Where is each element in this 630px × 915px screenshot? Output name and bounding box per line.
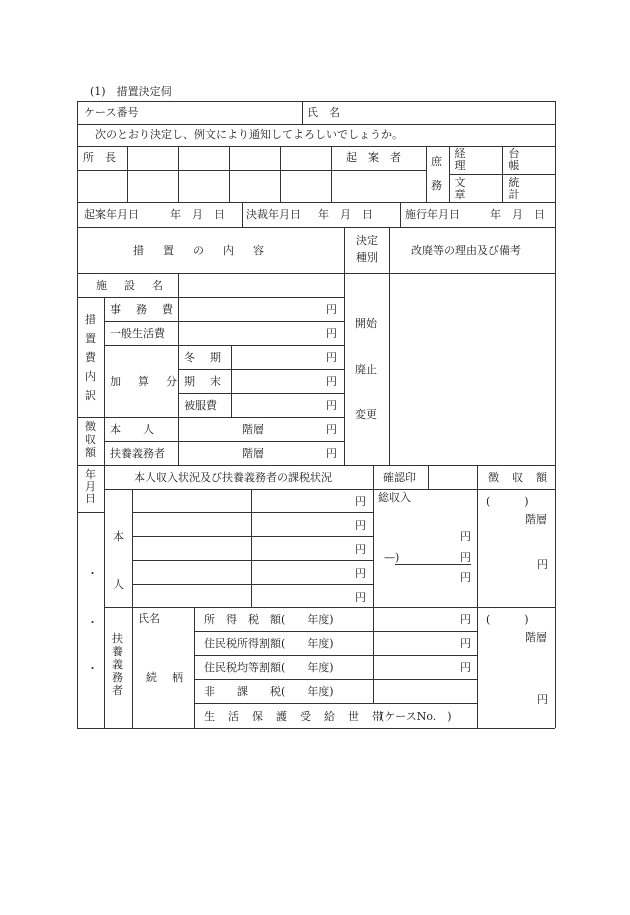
income-tax-label: 所 得 税 額( 年度) — [204, 613, 334, 626]
collection-self-yen-2: 円 — [537, 558, 548, 571]
decision-type-header: 決定種別 — [356, 234, 378, 264]
collection-self-yen: 円 — [326, 423, 337, 436]
non-taxable-label: 非 課 税( 年度) — [204, 685, 334, 698]
resident-income-tax-yen: 円 — [460, 637, 471, 650]
decision-date-value: 年 月 日 — [318, 208, 373, 221]
clothing-yen: 円 — [326, 399, 337, 412]
gross-income-label: 総収入 — [378, 491, 411, 504]
living-expenses-yen: 円 — [326, 327, 337, 340]
guardian-relation-label: 続 柄 — [146, 671, 185, 684]
self-row4-yen: 円 — [355, 567, 366, 580]
addition-label: 加 算 分 — [110, 375, 180, 388]
drafter-label: 起 案 者 — [346, 151, 401, 164]
intro-text: 次のとおり決定し、例文により通知してよろしいでしょうか。 — [95, 128, 403, 141]
date-dot-1: ・ — [87, 567, 98, 580]
collection-guardian-class-2: 階層 — [525, 631, 547, 644]
statistics-label: 統計 — [508, 176, 520, 201]
documents-label: 文章 — [454, 176, 466, 201]
year-end-yen: 円 — [326, 375, 337, 388]
welfare-household-label: 生 活 保 護 受 給 世 帯 — [204, 710, 384, 723]
enforcement-date-label: 施行年月日 — [405, 208, 460, 221]
resident-equal-tax-yen: 円 — [460, 661, 471, 674]
draft-date-value: 年 月 日 — [170, 208, 225, 221]
collection-self-label: 本 人 — [110, 423, 154, 436]
collection-guardian-yen-2: 円 — [537, 693, 548, 706]
collection-header: 徴 収 額 — [488, 471, 548, 484]
office-expenses-yen: 円 — [326, 303, 337, 316]
form-title: (1) 措置決定伺 — [90, 85, 172, 98]
collection-self-class-2: 階層 — [525, 513, 547, 526]
ledger-label: 台帳 — [508, 147, 520, 172]
collection-guardian-label: 扶養義務者 — [110, 447, 165, 460]
winter-yen: 円 — [326, 351, 337, 364]
general-affairs-label-2: 務 — [431, 179, 442, 192]
case-number-label: ケース番号 — [84, 106, 139, 119]
guardian-name-label: 氏名 — [138, 612, 160, 625]
winter-label: 冬 期 — [184, 351, 223, 364]
measure-content-header: 措 置 の 内 容 — [133, 244, 268, 257]
collection-self-class: 階層 — [242, 423, 264, 436]
year-end-label: 期 末 — [184, 375, 223, 388]
net-income-yen: 円 — [460, 571, 471, 584]
office-expenses-label: 事 務 費 — [110, 303, 175, 316]
seal-header: 確認印 — [383, 471, 416, 484]
resident-income-tax-label: 住民税所得割額( 年度) — [204, 637, 334, 650]
living-expenses-label: 一般生活費 — [110, 327, 165, 340]
gross-income-yen: 円 — [460, 530, 471, 543]
general-affairs-label-1: 庶 — [431, 155, 442, 168]
collection-guardian-class: 階層 — [242, 447, 264, 460]
income-status-header: 本人収入状況及び扶養義務者の課税状況 — [134, 471, 332, 484]
decision-start: 開始 — [355, 317, 377, 330]
draft-date-label: 起案年月日 — [84, 208, 139, 221]
collection-self-paren: ( ) — [486, 495, 533, 508]
name-label: 氏 名 — [307, 106, 340, 119]
clothing-label: 被服費 — [184, 399, 217, 412]
collection-guardian-paren: ( ) — [486, 613, 533, 626]
collection-guardian-yen: 円 — [326, 447, 337, 460]
deduction-minus: —) — [384, 551, 400, 564]
reason-header: 改廃等の理由及び備考 — [411, 244, 521, 257]
enforcement-date-value: 年 月 日 — [490, 208, 545, 221]
guardian-label: 扶養義務者 — [112, 632, 123, 697]
deduction-yen: 円 — [460, 551, 471, 564]
director-label: 所 長 — [83, 151, 116, 164]
year-month-day-header: 年月日 — [85, 468, 96, 505]
self-label: 本人 — [113, 530, 124, 591]
facility-name-label: 施 設 名 — [96, 279, 166, 292]
self-row2-yen: 円 — [355, 519, 366, 532]
case-no-label: (ケースNo. ) — [380, 710, 452, 723]
self-row1-yen: 円 — [355, 495, 366, 508]
self-row3-yen: 円 — [355, 543, 366, 556]
collection-amount-label: 徴収額 — [85, 420, 96, 459]
self-row5-yen: 円 — [355, 591, 366, 604]
date-dot-3: ・ — [87, 662, 98, 675]
accounting-label: 経理 — [454, 147, 466, 172]
cost-breakdown-label: 措置費内訳 — [85, 313, 96, 402]
resident-equal-tax-label: 住民税均等割額( 年度) — [204, 661, 334, 674]
decision-change: 変更 — [355, 408, 377, 421]
decision-date-label: 決裁年月日 — [246, 208, 301, 221]
decision-abolish: 廃止 — [355, 363, 377, 376]
date-dot-2: ・ — [87, 616, 98, 629]
income-tax-yen: 円 — [460, 613, 471, 626]
